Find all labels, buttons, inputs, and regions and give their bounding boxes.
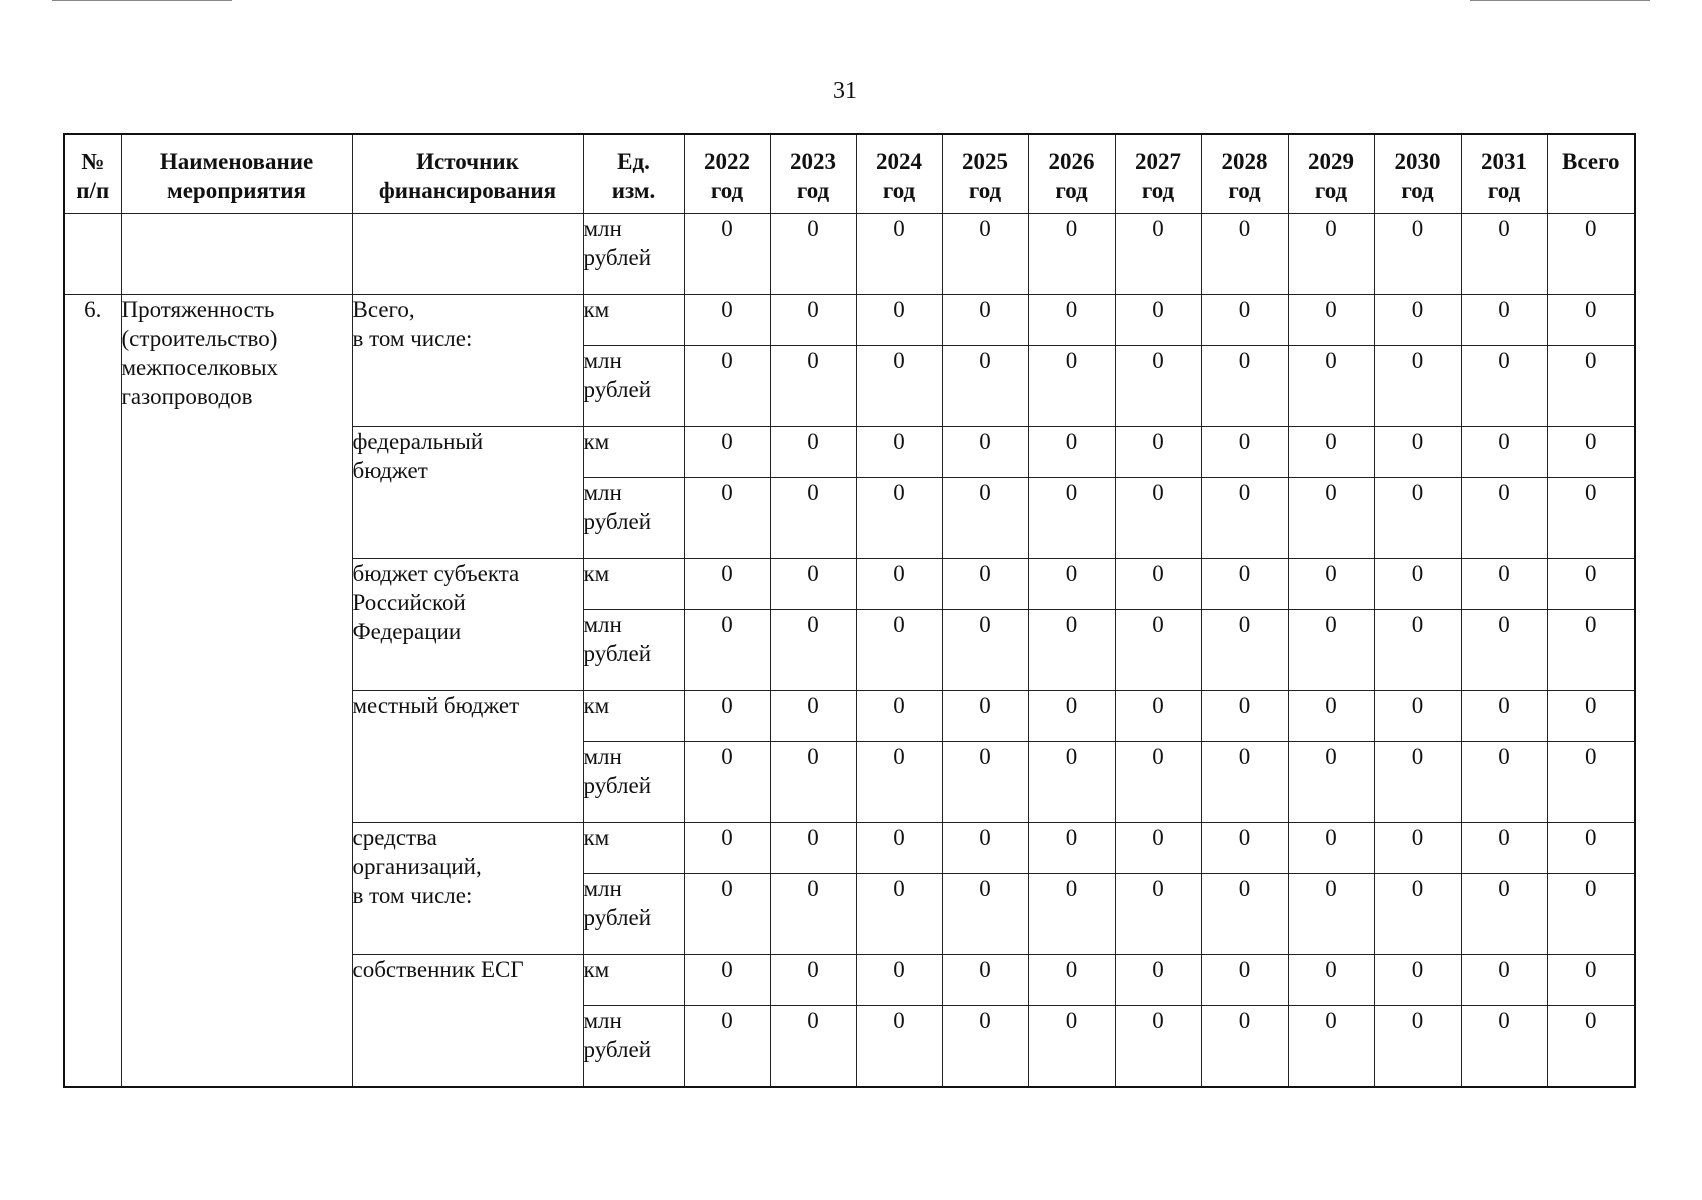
value-cell: 0 <box>1028 345 1115 426</box>
value-cell: 0 <box>684 558 770 609</box>
header-cell-13: 2031 год <box>1461 134 1547 213</box>
funding-source-cell: средства организаций, в том числе: <box>352 822 583 954</box>
value-cell: 0 <box>856 609 942 690</box>
value-cell: 0 <box>856 558 942 609</box>
value-cell: 0 <box>1288 558 1374 609</box>
unit-cell: км <box>583 690 684 741</box>
value-cell: 0 <box>1028 954 1115 1005</box>
value-cell: 0 <box>856 822 942 873</box>
value-cell: 0 <box>684 345 770 426</box>
value-cell: 0 <box>1201 690 1288 741</box>
value-cell: 0 <box>856 477 942 558</box>
value-cell: 0 <box>1115 345 1201 426</box>
value-cell: 0 <box>1201 954 1288 1005</box>
value-cell: 0 <box>1028 822 1115 873</box>
funding-source-cell: бюджет субъекта Российской Федерации <box>352 558 583 690</box>
page-number: 31 <box>833 78 857 104</box>
value-cell: 0 <box>1028 477 1115 558</box>
unit-cell: млн рублей <box>583 873 684 954</box>
value-cell: 0 <box>856 426 942 477</box>
value-cell: 0 <box>1028 609 1115 690</box>
header-cell-0: № п/п <box>64 134 121 213</box>
header-cell-4: 2022 год <box>684 134 770 213</box>
activity-name-cell: Протяженность (строительство) межпоселковых газопроводов <box>121 294 352 1087</box>
value-cell: 0 <box>1547 954 1635 1005</box>
value-cell: 0 <box>1028 690 1115 741</box>
value-cell: 0 <box>1288 345 1374 426</box>
value-cell: 0 <box>1547 741 1635 822</box>
unit-cell: млн рублей <box>583 213 684 294</box>
value-cell: 0 <box>684 690 770 741</box>
value-cell: 0 <box>942 558 1028 609</box>
value-cell: 0 <box>1461 558 1547 609</box>
unit-cell: млн рублей <box>583 1005 684 1087</box>
value-cell: 0 <box>1288 822 1374 873</box>
value-cell: 0 <box>1288 294 1374 345</box>
value-cell: 0 <box>856 954 942 1005</box>
value-cell: 0 <box>1201 609 1288 690</box>
value-cell: 0 <box>1028 426 1115 477</box>
table-row <box>64 294 1635 345</box>
value-cell: 0 <box>1201 873 1288 954</box>
value-cell: 0 <box>1547 690 1635 741</box>
value-cell: 0 <box>1028 213 1115 294</box>
financing-table <box>63 133 1636 1088</box>
value-cell: 0 <box>942 294 1028 345</box>
header-cell-7: 2025 год <box>942 134 1028 213</box>
funding-source-cell: федеральный бюджет <box>352 426 583 558</box>
table-row <box>64 213 1635 294</box>
value-cell: 0 <box>684 1005 770 1087</box>
header-row <box>64 134 1635 213</box>
value-cell: 0 <box>1547 1005 1635 1087</box>
value-cell: 0 <box>1201 741 1288 822</box>
value-cell: 0 <box>856 1005 942 1087</box>
value-cell: 0 <box>770 294 856 345</box>
header-cell-3: Ед. изм. <box>583 134 684 213</box>
value-cell: 0 <box>770 426 856 477</box>
value-cell: 0 <box>684 477 770 558</box>
value-cell: 0 <box>1374 294 1461 345</box>
value-cell: 0 <box>1461 477 1547 558</box>
value-cell: 0 <box>1288 690 1374 741</box>
value-cell: 0 <box>1374 954 1461 1005</box>
value-cell: 0 <box>942 426 1028 477</box>
row-number-cell: 6. <box>64 294 121 1087</box>
value-cell: 0 <box>684 213 770 294</box>
value-cell: 0 <box>1115 558 1201 609</box>
value-cell: 0 <box>1201 1005 1288 1087</box>
unit-cell: млн рублей <box>583 345 684 426</box>
activity-name-cell <box>121 213 352 294</box>
unit-cell: млн рублей <box>583 609 684 690</box>
funding-source-cell: местный бюджет <box>352 690 583 822</box>
value-cell: 0 <box>684 954 770 1005</box>
unit-cell: км <box>583 558 684 609</box>
header-cell-10: 2028 год <box>1201 134 1288 213</box>
value-cell: 0 <box>1028 558 1115 609</box>
value-cell: 0 <box>1374 477 1461 558</box>
unit-cell: млн рублей <box>583 477 684 558</box>
table-body <box>64 213 1635 1087</box>
header-cell-14: Всего <box>1547 134 1635 213</box>
value-cell: 0 <box>1288 741 1374 822</box>
value-cell: 0 <box>1461 213 1547 294</box>
top-edge-rule-left <box>52 0 232 1</box>
value-cell: 0 <box>1374 426 1461 477</box>
funding-source-cell: собственник ЕСГ <box>352 954 583 1087</box>
value-cell: 0 <box>1461 294 1547 345</box>
header-cell-5: 2023 год <box>770 134 856 213</box>
top-edge-rule-right <box>1470 0 1650 1</box>
value-cell: 0 <box>942 822 1028 873</box>
value-cell: 0 <box>942 609 1028 690</box>
value-cell: 0 <box>1374 690 1461 741</box>
value-cell: 0 <box>1288 609 1374 690</box>
value-cell: 0 <box>1115 873 1201 954</box>
value-cell: 0 <box>1547 426 1635 477</box>
value-cell: 0 <box>856 690 942 741</box>
value-cell: 0 <box>1201 426 1288 477</box>
value-cell: 0 <box>1461 822 1547 873</box>
value-cell: 0 <box>856 213 942 294</box>
value-cell: 0 <box>1547 873 1635 954</box>
value-cell: 0 <box>942 954 1028 1005</box>
value-cell: 0 <box>1288 477 1374 558</box>
value-cell: 0 <box>770 954 856 1005</box>
value-cell: 0 <box>1288 873 1374 954</box>
unit-cell: км <box>583 426 684 477</box>
value-cell: 0 <box>1201 345 1288 426</box>
value-cell: 0 <box>1374 873 1461 954</box>
unit-cell: млн рублей <box>583 741 684 822</box>
header-cell-9: 2027 год <box>1115 134 1201 213</box>
value-cell: 0 <box>684 873 770 954</box>
value-cell: 0 <box>1374 213 1461 294</box>
value-cell: 0 <box>684 822 770 873</box>
value-cell: 0 <box>1461 1005 1547 1087</box>
value-cell: 0 <box>942 741 1028 822</box>
value-cell: 0 <box>1115 426 1201 477</box>
value-cell: 0 <box>770 609 856 690</box>
value-cell: 0 <box>1547 345 1635 426</box>
value-cell: 0 <box>1461 741 1547 822</box>
value-cell: 0 <box>770 558 856 609</box>
value-cell: 0 <box>770 345 856 426</box>
value-cell: 0 <box>684 426 770 477</box>
header-cell-8: 2026 год <box>1028 134 1115 213</box>
header-cell-11: 2029 год <box>1288 134 1374 213</box>
funding-source-cell: Всего, в том числе: <box>352 294 583 426</box>
value-cell: 0 <box>1115 690 1201 741</box>
value-cell: 0 <box>1461 690 1547 741</box>
value-cell: 0 <box>1115 741 1201 822</box>
value-cell: 0 <box>1201 558 1288 609</box>
value-cell: 0 <box>1028 1005 1115 1087</box>
value-cell: 0 <box>1547 609 1635 690</box>
value-cell: 0 <box>1461 609 1547 690</box>
value-cell: 0 <box>1201 477 1288 558</box>
value-cell: 0 <box>770 873 856 954</box>
value-cell: 0 <box>684 741 770 822</box>
value-cell: 0 <box>1374 1005 1461 1087</box>
value-cell: 0 <box>1115 822 1201 873</box>
value-cell: 0 <box>1461 345 1547 426</box>
value-cell: 0 <box>770 1005 856 1087</box>
value-cell: 0 <box>856 873 942 954</box>
value-cell: 0 <box>684 294 770 345</box>
value-cell: 0 <box>856 741 942 822</box>
value-cell: 0 <box>1547 822 1635 873</box>
row-number-cell <box>64 213 121 294</box>
value-cell: 0 <box>1028 294 1115 345</box>
value-cell: 0 <box>1374 822 1461 873</box>
value-cell: 0 <box>1115 954 1201 1005</box>
value-cell: 0 <box>1374 558 1461 609</box>
value-cell: 0 <box>1547 558 1635 609</box>
value-cell: 0 <box>942 873 1028 954</box>
value-cell: 0 <box>1115 477 1201 558</box>
value-cell: 0 <box>1288 1005 1374 1087</box>
header-cell-6: 2024 год <box>856 134 942 213</box>
value-cell: 0 <box>942 1005 1028 1087</box>
funding-source-cell <box>352 213 583 294</box>
value-cell: 0 <box>856 294 942 345</box>
value-cell: 0 <box>1028 873 1115 954</box>
value-cell: 0 <box>942 477 1028 558</box>
value-cell: 0 <box>1461 426 1547 477</box>
value-cell: 0 <box>770 477 856 558</box>
value-cell: 0 <box>1374 345 1461 426</box>
value-cell: 0 <box>770 741 856 822</box>
value-cell: 0 <box>684 609 770 690</box>
header-cell-2: Источник финансирования <box>352 134 583 213</box>
header-cell-12: 2030 год <box>1374 134 1461 213</box>
value-cell: 0 <box>1201 213 1288 294</box>
value-cell: 0 <box>942 213 1028 294</box>
value-cell: 0 <box>770 213 856 294</box>
unit-cell: км <box>583 822 684 873</box>
value-cell: 0 <box>856 345 942 426</box>
value-cell: 0 <box>1201 822 1288 873</box>
value-cell: 0 <box>1288 426 1374 477</box>
value-cell: 0 <box>1288 213 1374 294</box>
value-cell: 0 <box>1201 294 1288 345</box>
value-cell: 0 <box>1374 609 1461 690</box>
value-cell: 0 <box>1115 294 1201 345</box>
value-cell: 0 <box>1028 741 1115 822</box>
header-cell-1: Наименование мероприятия <box>121 134 352 213</box>
value-cell: 0 <box>1115 1005 1201 1087</box>
value-cell: 0 <box>1374 741 1461 822</box>
value-cell: 0 <box>1547 477 1635 558</box>
value-cell: 0 <box>1115 213 1201 294</box>
value-cell: 0 <box>1461 954 1547 1005</box>
value-cell: 0 <box>770 822 856 873</box>
value-cell: 0 <box>1288 954 1374 1005</box>
unit-cell: км <box>583 954 684 1005</box>
value-cell: 0 <box>1115 609 1201 690</box>
value-cell: 0 <box>942 690 1028 741</box>
value-cell: 0 <box>1461 873 1547 954</box>
unit-cell: км <box>583 294 684 345</box>
value-cell: 0 <box>1547 213 1635 294</box>
value-cell: 0 <box>942 345 1028 426</box>
value-cell: 0 <box>770 690 856 741</box>
value-cell: 0 <box>1547 294 1635 345</box>
